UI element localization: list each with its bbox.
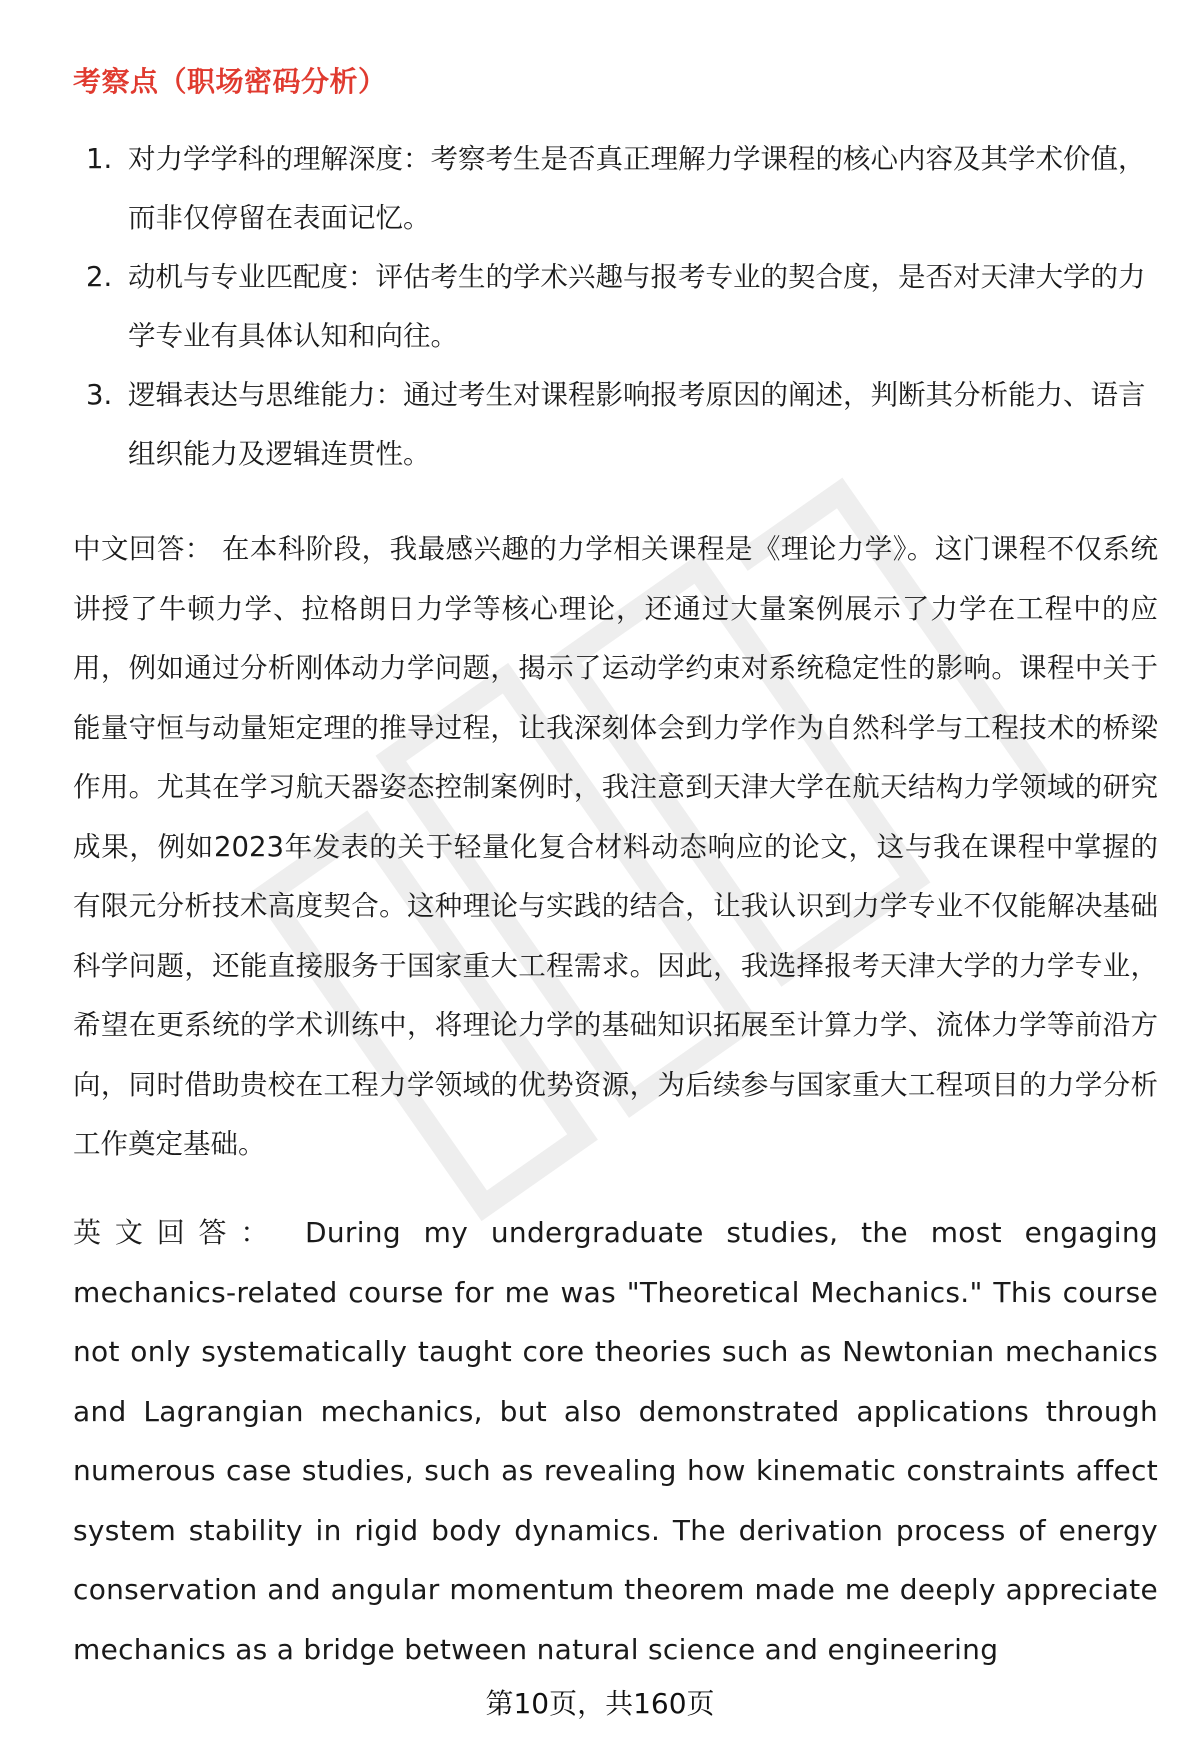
page-number-footer: 第10页，共160页 <box>485 1687 715 1720</box>
list-number: 1. <box>86 143 113 175</box>
list-item <box>73 366 1158 484</box>
list-item <box>73 248 1158 366</box>
section-title: 考察点（职场密码分析） <box>73 65 387 98</box>
english-answer-paragraph: 英文回答： During my undergraduate studies, the most engaging mechanics-related course for me was "Theoretical Mechanics." This course not only systematically taught core theories such as Newtonian mechanics and Lagrangian mechanics, but also demonstrated applications through numerous case studies, such as revealing how kinematic constraints affect system stability in rigid body dynamics. The derivation process of energy conservation and angular momentum theorem made me deeply appreciate mechanics as a bridge between natural science and engineering <box>73 1216 1158 1666</box>
list-item-text: 对力学学科的理解深度：考察考生是否真正理解力学课程的核心内容及其学术价值，而非仅停留在表面记忆。 <box>128 143 1146 234</box>
assessment-points-list <box>73 130 1158 484</box>
list-number: 2. <box>86 261 113 293</box>
list-item <box>73 130 1158 248</box>
list-item-text: 动机与专业匹配度：评估考生的学术兴趣与报考专业的契合度，是否对天津大学的力学专业有具体认知和向往。 <box>128 261 1146 352</box>
list-number: 3. <box>86 379 113 411</box>
list-item-text: 逻辑表达与思维能力：通过考生对课程影响报考原因的阐述，判断其分析能力、语言组织能力及逻辑连贯性。 <box>128 379 1146 470</box>
chinese-answer-paragraph: 中文回答： 在本科阶段，我最感兴趣的力学相关课程是《理论力学》。这门课程不仅系统讲授了牛顿力学、拉格朗日力学等核心理论，还通过大量案例展示了力学在工程中的应用，例如通过分析刚体动力学问题，揭示了运动学约束对系统稳定性的影响。课程中关于能量守恒与动量矩定理的推导过程，让我深刻体会到力学作为自然科学与工程技术的桥梁作用。尤其在学习航天器姿态控制案例时，我注意到天津大学在航天结构力学领域的研究成果，例如2023年发表的关于轻量化复合材料动态响应的论文，这与我在课程中掌握的有限元分析技术高度契合。这种理论与实践的结合，让我认识到力学专业不仅能解决基础科学问题，还能直接服务于国家重大工程需求。因此，我选择报考天津大学的力学专业，希望在更系统的学术训练中，将理论力学的基础知识拓展至计算力学、流体力学等前沿方向，同时借助贵校在工程力学领域的优势资源，为后续参与国家重大工程项目的力学分析工作奠定基础。 <box>73 533 1158 1160</box>
